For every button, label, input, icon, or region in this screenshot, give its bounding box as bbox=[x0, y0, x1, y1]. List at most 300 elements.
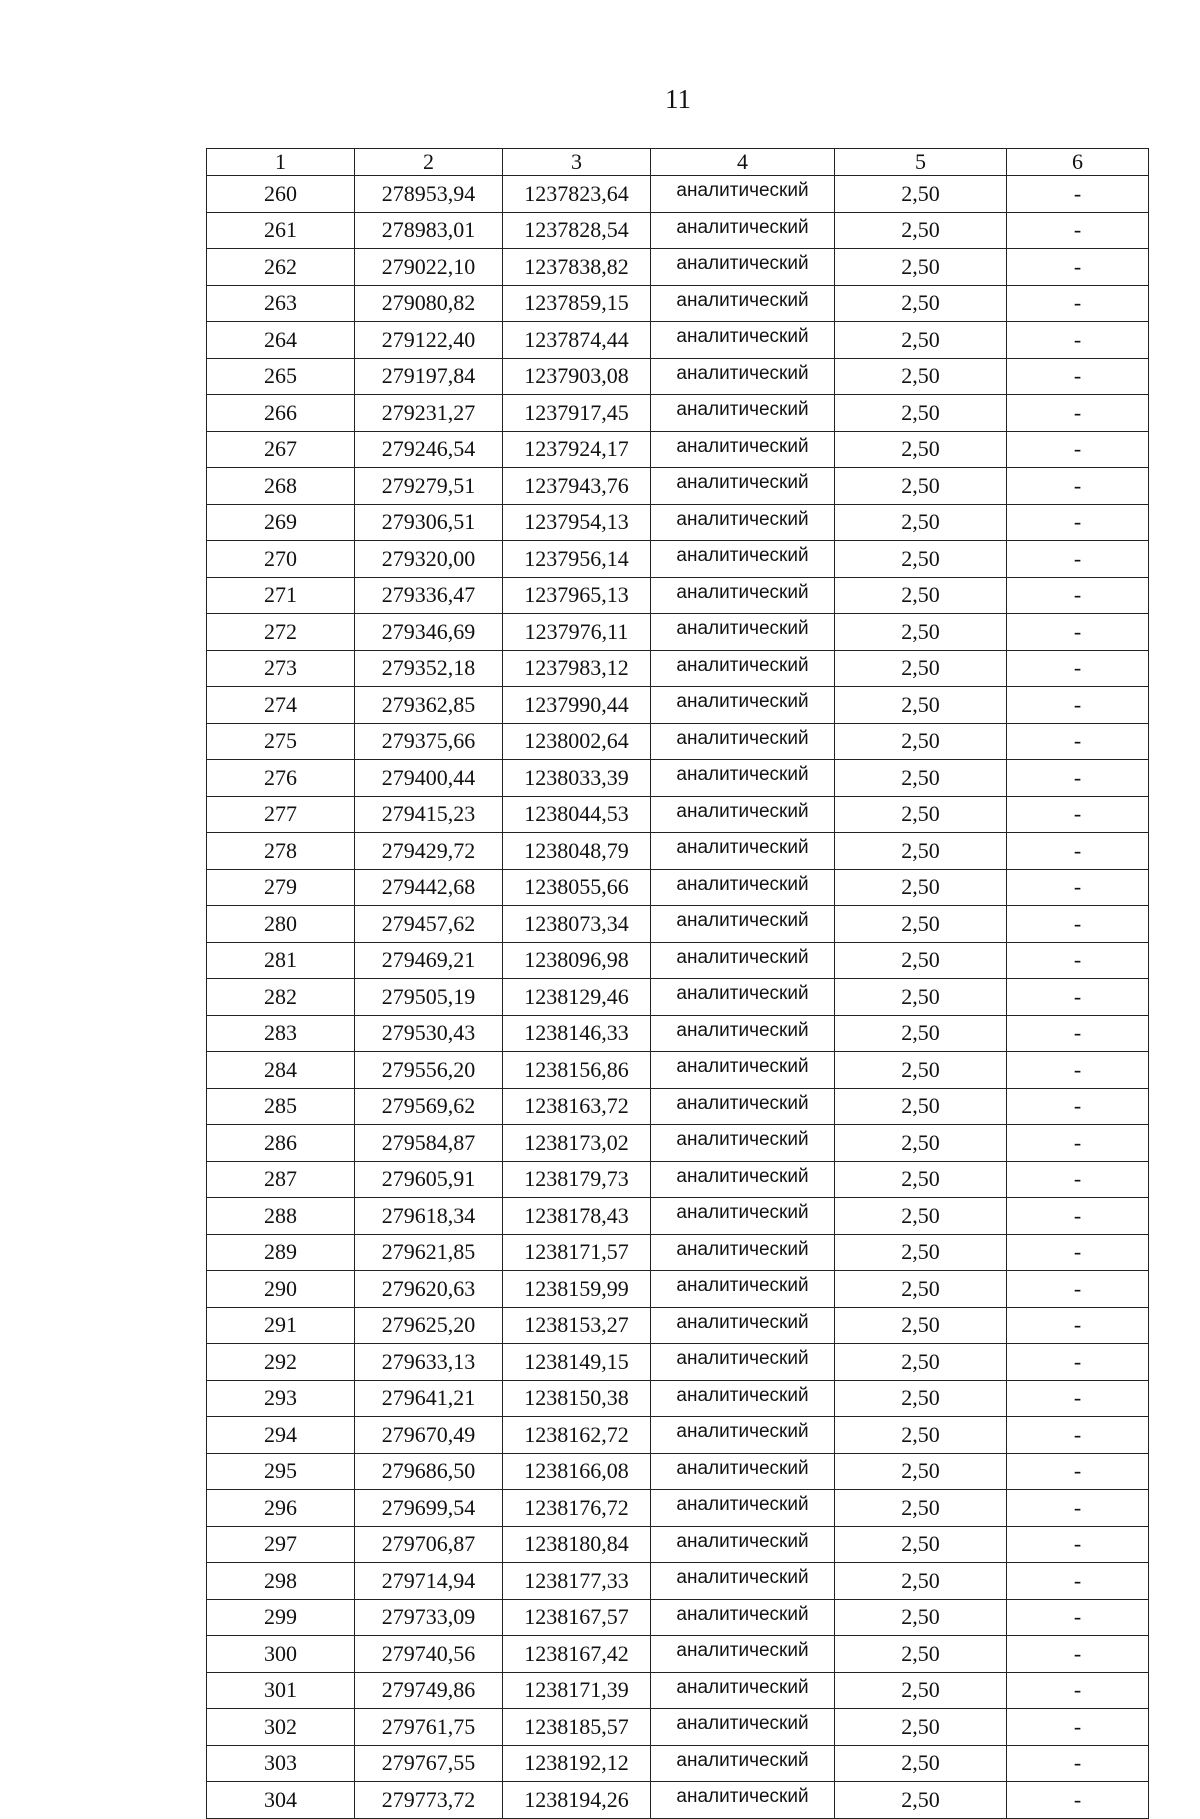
method-cell: аналитический bbox=[651, 212, 835, 249]
x-coordinate-cell: 279306,51 bbox=[355, 504, 503, 541]
column-header-4: 4 bbox=[651, 149, 835, 176]
x-coordinate-cell: 278953,94 bbox=[355, 176, 503, 213]
method-cell: аналитический bbox=[651, 1088, 835, 1125]
method-cell: аналитический bbox=[651, 833, 835, 870]
method-cell: аналитический bbox=[651, 723, 835, 760]
note-cell: - bbox=[1007, 942, 1149, 979]
table-row bbox=[207, 796, 1149, 833]
accuracy-cell: 2,50 bbox=[835, 431, 1007, 468]
point-number-cell: 280 bbox=[207, 906, 355, 943]
note-cell: - bbox=[1007, 723, 1149, 760]
point-number-cell: 299 bbox=[207, 1599, 355, 1636]
x-coordinate-cell: 279584,87 bbox=[355, 1125, 503, 1162]
accuracy-cell: 2,50 bbox=[835, 1672, 1007, 1709]
method-cell: аналитический bbox=[651, 1125, 835, 1162]
x-coordinate-cell: 278983,01 bbox=[355, 212, 503, 249]
table-row bbox=[207, 1526, 1149, 1563]
note-cell: - bbox=[1007, 979, 1149, 1016]
note-cell: - bbox=[1007, 687, 1149, 724]
y-coordinate-cell: 1237917,45 bbox=[503, 395, 651, 432]
note-cell: - bbox=[1007, 322, 1149, 359]
note-cell: - bbox=[1007, 1088, 1149, 1125]
note-cell: - bbox=[1007, 760, 1149, 797]
table-row bbox=[207, 1234, 1149, 1271]
accuracy-cell: 2,50 bbox=[835, 1745, 1007, 1782]
point-number-cell: 263 bbox=[207, 285, 355, 322]
note-cell: - bbox=[1007, 285, 1149, 322]
method-cell: аналитический bbox=[651, 249, 835, 286]
point-number-cell: 298 bbox=[207, 1563, 355, 1600]
note-cell: - bbox=[1007, 358, 1149, 395]
method-cell: аналитический bbox=[651, 1161, 835, 1198]
y-coordinate-cell: 1238055,66 bbox=[503, 869, 651, 906]
method-cell: аналитический bbox=[651, 1490, 835, 1527]
y-coordinate-cell: 1238129,46 bbox=[503, 979, 651, 1016]
method-cell: аналитический bbox=[651, 468, 835, 505]
y-coordinate-cell: 1238162,72 bbox=[503, 1417, 651, 1454]
note-cell: - bbox=[1007, 468, 1149, 505]
table-row bbox=[207, 1563, 1149, 1600]
method-cell: аналитический bbox=[651, 614, 835, 651]
method-cell: аналитический bbox=[651, 869, 835, 906]
x-coordinate-cell: 279022,10 bbox=[355, 249, 503, 286]
y-coordinate-cell: 1238156,86 bbox=[503, 1052, 651, 1089]
point-number-cell: 288 bbox=[207, 1198, 355, 1235]
table-row bbox=[207, 541, 1149, 578]
note-cell: - bbox=[1007, 1636, 1149, 1673]
y-coordinate-cell: 1237924,17 bbox=[503, 431, 651, 468]
point-number-cell: 303 bbox=[207, 1745, 355, 1782]
y-coordinate-cell: 1238167,57 bbox=[503, 1599, 651, 1636]
note-cell: - bbox=[1007, 1344, 1149, 1381]
method-cell: аналитический bbox=[651, 1198, 835, 1235]
point-number-cell: 289 bbox=[207, 1234, 355, 1271]
point-number-cell: 291 bbox=[207, 1307, 355, 1344]
accuracy-cell: 2,50 bbox=[835, 1125, 1007, 1162]
table-row bbox=[207, 1052, 1149, 1089]
accuracy-cell: 2,50 bbox=[835, 1490, 1007, 1527]
table-row bbox=[207, 468, 1149, 505]
accuracy-cell: 2,50 bbox=[835, 285, 1007, 322]
method-cell: аналитический bbox=[651, 1417, 835, 1454]
x-coordinate-cell: 279761,75 bbox=[355, 1709, 503, 1746]
point-number-cell: 269 bbox=[207, 504, 355, 541]
y-coordinate-cell: 1237859,15 bbox=[503, 285, 651, 322]
method-cell: аналитический bbox=[651, 906, 835, 943]
note-cell: - bbox=[1007, 1563, 1149, 1600]
point-number-cell: 279 bbox=[207, 869, 355, 906]
x-coordinate-cell: 279442,68 bbox=[355, 869, 503, 906]
table-row bbox=[207, 431, 1149, 468]
x-coordinate-cell: 279641,21 bbox=[355, 1380, 503, 1417]
note-cell: - bbox=[1007, 249, 1149, 286]
note-cell: - bbox=[1007, 395, 1149, 432]
note-cell: - bbox=[1007, 1234, 1149, 1271]
table-row bbox=[207, 760, 1149, 797]
method-cell: аналитический bbox=[651, 650, 835, 687]
accuracy-cell: 2,50 bbox=[835, 1526, 1007, 1563]
point-number-cell: 274 bbox=[207, 687, 355, 724]
point-number-cell: 282 bbox=[207, 979, 355, 1016]
y-coordinate-cell: 1237976,11 bbox=[503, 614, 651, 651]
y-coordinate-cell: 1238073,34 bbox=[503, 906, 651, 943]
point-number-cell: 292 bbox=[207, 1344, 355, 1381]
table-row bbox=[207, 1417, 1149, 1454]
x-coordinate-cell: 279605,91 bbox=[355, 1161, 503, 1198]
note-cell: - bbox=[1007, 1161, 1149, 1198]
method-cell: аналитический bbox=[651, 1015, 835, 1052]
note-cell: - bbox=[1007, 869, 1149, 906]
accuracy-cell: 2,50 bbox=[835, 1234, 1007, 1271]
table-body bbox=[207, 176, 1149, 1819]
method-cell: аналитический bbox=[651, 1271, 835, 1308]
x-coordinate-cell: 279699,54 bbox=[355, 1490, 503, 1527]
x-coordinate-cell: 279620,63 bbox=[355, 1271, 503, 1308]
accuracy-cell: 2,50 bbox=[835, 1709, 1007, 1746]
point-number-cell: 275 bbox=[207, 723, 355, 760]
x-coordinate-cell: 279740,56 bbox=[355, 1636, 503, 1673]
note-cell: - bbox=[1007, 1526, 1149, 1563]
accuracy-cell: 2,50 bbox=[835, 979, 1007, 1016]
table-row bbox=[207, 1380, 1149, 1417]
x-coordinate-cell: 279569,62 bbox=[355, 1088, 503, 1125]
point-number-cell: 265 bbox=[207, 358, 355, 395]
y-coordinate-cell: 1237965,13 bbox=[503, 577, 651, 614]
x-coordinate-cell: 279231,27 bbox=[355, 395, 503, 432]
accuracy-cell: 2,50 bbox=[835, 176, 1007, 213]
x-coordinate-cell: 279767,55 bbox=[355, 1745, 503, 1782]
accuracy-cell: 2,50 bbox=[835, 833, 1007, 870]
note-cell: - bbox=[1007, 1453, 1149, 1490]
y-coordinate-cell: 1237956,14 bbox=[503, 541, 651, 578]
y-coordinate-cell: 1237838,82 bbox=[503, 249, 651, 286]
accuracy-cell: 2,50 bbox=[835, 760, 1007, 797]
column-header-2: 2 bbox=[355, 149, 503, 176]
y-coordinate-cell: 1238033,39 bbox=[503, 760, 651, 797]
method-cell: аналитический bbox=[651, 285, 835, 322]
note-cell: - bbox=[1007, 1599, 1149, 1636]
y-coordinate-cell: 1238166,08 bbox=[503, 1453, 651, 1490]
note-cell: - bbox=[1007, 1307, 1149, 1344]
coordinates-table bbox=[206, 148, 1149, 1819]
table-row bbox=[207, 249, 1149, 286]
y-coordinate-cell: 1237954,13 bbox=[503, 504, 651, 541]
y-coordinate-cell: 1238163,72 bbox=[503, 1088, 651, 1125]
x-coordinate-cell: 279429,72 bbox=[355, 833, 503, 870]
x-coordinate-cell: 279400,44 bbox=[355, 760, 503, 797]
y-coordinate-cell: 1237828,54 bbox=[503, 212, 651, 249]
y-coordinate-cell: 1238177,33 bbox=[503, 1563, 651, 1600]
x-coordinate-cell: 279625,20 bbox=[355, 1307, 503, 1344]
method-cell: аналитический bbox=[651, 796, 835, 833]
note-cell: - bbox=[1007, 1125, 1149, 1162]
method-cell: аналитический bbox=[651, 504, 835, 541]
method-cell: аналитический bbox=[651, 395, 835, 432]
accuracy-cell: 2,50 bbox=[835, 504, 1007, 541]
y-coordinate-cell: 1237943,76 bbox=[503, 468, 651, 505]
x-coordinate-cell: 279080,82 bbox=[355, 285, 503, 322]
note-cell: - bbox=[1007, 1490, 1149, 1527]
accuracy-cell: 2,50 bbox=[835, 1161, 1007, 1198]
point-number-cell: 271 bbox=[207, 577, 355, 614]
y-coordinate-cell: 1238149,15 bbox=[503, 1344, 651, 1381]
point-number-cell: 296 bbox=[207, 1490, 355, 1527]
y-coordinate-cell: 1238178,43 bbox=[503, 1198, 651, 1235]
note-cell: - bbox=[1007, 1745, 1149, 1782]
table-row bbox=[207, 504, 1149, 541]
x-coordinate-cell: 279197,84 bbox=[355, 358, 503, 395]
method-cell: аналитический bbox=[651, 942, 835, 979]
table-row bbox=[207, 1453, 1149, 1490]
accuracy-cell: 2,50 bbox=[835, 1782, 1007, 1819]
accuracy-cell: 2,50 bbox=[835, 942, 1007, 979]
table-row bbox=[207, 1745, 1149, 1782]
table-row bbox=[207, 942, 1149, 979]
y-coordinate-cell: 1237990,44 bbox=[503, 687, 651, 724]
table-row bbox=[207, 833, 1149, 870]
point-number-cell: 300 bbox=[207, 1636, 355, 1673]
y-coordinate-cell: 1237874,44 bbox=[503, 322, 651, 359]
accuracy-cell: 2,50 bbox=[835, 1198, 1007, 1235]
point-number-cell: 277 bbox=[207, 796, 355, 833]
note-cell: - bbox=[1007, 1052, 1149, 1089]
accuracy-cell: 2,50 bbox=[835, 1599, 1007, 1636]
accuracy-cell: 2,50 bbox=[835, 1344, 1007, 1381]
accuracy-cell: 2,50 bbox=[835, 1380, 1007, 1417]
accuracy-cell: 2,50 bbox=[835, 906, 1007, 943]
accuracy-cell: 2,50 bbox=[835, 723, 1007, 760]
accuracy-cell: 2,50 bbox=[835, 1453, 1007, 1490]
accuracy-cell: 2,50 bbox=[835, 1015, 1007, 1052]
y-coordinate-cell: 1238194,26 bbox=[503, 1782, 651, 1819]
method-cell: аналитический bbox=[651, 358, 835, 395]
x-coordinate-cell: 279633,13 bbox=[355, 1344, 503, 1381]
accuracy-cell: 2,50 bbox=[835, 1563, 1007, 1600]
table-row bbox=[207, 650, 1149, 687]
method-cell: аналитический bbox=[651, 1234, 835, 1271]
x-coordinate-cell: 279469,21 bbox=[355, 942, 503, 979]
point-number-cell: 301 bbox=[207, 1672, 355, 1709]
y-coordinate-cell: 1238180,84 bbox=[503, 1526, 651, 1563]
accuracy-cell: 2,50 bbox=[835, 249, 1007, 286]
method-cell: аналитический bbox=[651, 1380, 835, 1417]
point-number-cell: 276 bbox=[207, 760, 355, 797]
table-row bbox=[207, 869, 1149, 906]
x-coordinate-cell: 279706,87 bbox=[355, 1526, 503, 1563]
point-number-cell: 293 bbox=[207, 1380, 355, 1417]
x-coordinate-cell: 279415,23 bbox=[355, 796, 503, 833]
point-number-cell: 297 bbox=[207, 1526, 355, 1563]
x-coordinate-cell: 279714,94 bbox=[355, 1563, 503, 1600]
method-cell: аналитический bbox=[651, 687, 835, 724]
y-coordinate-cell: 1238171,39 bbox=[503, 1672, 651, 1709]
y-coordinate-cell: 1238159,99 bbox=[503, 1271, 651, 1308]
header-row bbox=[207, 149, 1149, 176]
table-row bbox=[207, 614, 1149, 651]
point-number-cell: 273 bbox=[207, 650, 355, 687]
method-cell: аналитический bbox=[651, 760, 835, 797]
accuracy-cell: 2,50 bbox=[835, 1417, 1007, 1454]
accuracy-cell: 2,50 bbox=[835, 322, 1007, 359]
point-number-cell: 284 bbox=[207, 1052, 355, 1089]
y-coordinate-cell: 1238173,02 bbox=[503, 1125, 651, 1162]
table-row bbox=[207, 358, 1149, 395]
x-coordinate-cell: 279122,40 bbox=[355, 322, 503, 359]
table-row bbox=[207, 723, 1149, 760]
y-coordinate-cell: 1237903,08 bbox=[503, 358, 651, 395]
y-coordinate-cell: 1238150,38 bbox=[503, 1380, 651, 1417]
table-row bbox=[207, 176, 1149, 213]
x-coordinate-cell: 279457,62 bbox=[355, 906, 503, 943]
table-row bbox=[207, 212, 1149, 249]
column-header-5: 5 bbox=[835, 149, 1007, 176]
method-cell: аналитический bbox=[651, 1672, 835, 1709]
point-number-cell: 285 bbox=[207, 1088, 355, 1125]
note-cell: - bbox=[1007, 796, 1149, 833]
table-row bbox=[207, 1271, 1149, 1308]
point-number-cell: 278 bbox=[207, 833, 355, 870]
note-cell: - bbox=[1007, 577, 1149, 614]
column-header-3: 3 bbox=[503, 149, 651, 176]
x-coordinate-cell: 279621,85 bbox=[355, 1234, 503, 1271]
table-row bbox=[207, 577, 1149, 614]
point-number-cell: 290 bbox=[207, 1271, 355, 1308]
y-coordinate-cell: 1238179,73 bbox=[503, 1161, 651, 1198]
x-coordinate-cell: 279618,34 bbox=[355, 1198, 503, 1235]
point-number-cell: 267 bbox=[207, 431, 355, 468]
x-coordinate-cell: 279670,49 bbox=[355, 1417, 503, 1454]
note-cell: - bbox=[1007, 833, 1149, 870]
table-row bbox=[207, 1015, 1149, 1052]
y-coordinate-cell: 1238096,98 bbox=[503, 942, 651, 979]
method-cell: аналитический bbox=[651, 431, 835, 468]
x-coordinate-cell: 279505,19 bbox=[355, 979, 503, 1016]
y-coordinate-cell: 1238153,27 bbox=[503, 1307, 651, 1344]
accuracy-cell: 2,50 bbox=[835, 358, 1007, 395]
note-cell: - bbox=[1007, 906, 1149, 943]
method-cell: аналитический bbox=[651, 979, 835, 1016]
note-cell: - bbox=[1007, 1015, 1149, 1052]
y-coordinate-cell: 1238176,72 bbox=[503, 1490, 651, 1527]
method-cell: аналитический bbox=[651, 577, 835, 614]
x-coordinate-cell: 279362,85 bbox=[355, 687, 503, 724]
accuracy-cell: 2,50 bbox=[835, 468, 1007, 505]
accuracy-cell: 2,50 bbox=[835, 687, 1007, 724]
point-number-cell: 261 bbox=[207, 212, 355, 249]
point-number-cell: 268 bbox=[207, 468, 355, 505]
point-number-cell: 283 bbox=[207, 1015, 355, 1052]
y-coordinate-cell: 1237823,64 bbox=[503, 176, 651, 213]
x-coordinate-cell: 279320,00 bbox=[355, 541, 503, 578]
accuracy-cell: 2,50 bbox=[835, 577, 1007, 614]
note-cell: - bbox=[1007, 1782, 1149, 1819]
table-row bbox=[207, 1088, 1149, 1125]
y-coordinate-cell: 1238167,42 bbox=[503, 1636, 651, 1673]
column-header-1: 1 bbox=[207, 149, 355, 176]
table-row bbox=[207, 1344, 1149, 1381]
method-cell: аналитический bbox=[651, 1526, 835, 1563]
table-row bbox=[207, 1161, 1149, 1198]
method-cell: аналитический bbox=[651, 1307, 835, 1344]
x-coordinate-cell: 279352,18 bbox=[355, 650, 503, 687]
note-cell: - bbox=[1007, 1672, 1149, 1709]
accuracy-cell: 2,50 bbox=[835, 1636, 1007, 1673]
point-number-cell: 266 bbox=[207, 395, 355, 432]
method-cell: аналитический bbox=[651, 176, 835, 213]
accuracy-cell: 2,50 bbox=[835, 614, 1007, 651]
point-number-cell: 260 bbox=[207, 176, 355, 213]
point-number-cell: 262 bbox=[207, 249, 355, 286]
method-cell: аналитический bbox=[651, 1745, 835, 1782]
accuracy-cell: 2,50 bbox=[835, 650, 1007, 687]
note-cell: - bbox=[1007, 1380, 1149, 1417]
accuracy-cell: 2,50 bbox=[835, 1307, 1007, 1344]
accuracy-cell: 2,50 bbox=[835, 212, 1007, 249]
method-cell: аналитический bbox=[651, 1599, 835, 1636]
y-coordinate-cell: 1237983,12 bbox=[503, 650, 651, 687]
note-cell: - bbox=[1007, 614, 1149, 651]
x-coordinate-cell: 279530,43 bbox=[355, 1015, 503, 1052]
x-coordinate-cell: 279733,09 bbox=[355, 1599, 503, 1636]
point-number-cell: 272 bbox=[207, 614, 355, 651]
table-row bbox=[207, 1490, 1149, 1527]
method-cell: аналитический bbox=[651, 1453, 835, 1490]
y-coordinate-cell: 1238146,33 bbox=[503, 1015, 651, 1052]
accuracy-cell: 2,50 bbox=[835, 541, 1007, 578]
x-coordinate-cell: 279749,86 bbox=[355, 1672, 503, 1709]
method-cell: аналитический bbox=[651, 1052, 835, 1089]
table-row bbox=[207, 322, 1149, 359]
accuracy-cell: 2,50 bbox=[835, 1052, 1007, 1089]
point-number-cell: 304 bbox=[207, 1782, 355, 1819]
note-cell: - bbox=[1007, 1709, 1149, 1746]
point-number-cell: 302 bbox=[207, 1709, 355, 1746]
table-row bbox=[207, 395, 1149, 432]
x-coordinate-cell: 279279,51 bbox=[355, 468, 503, 505]
point-number-cell: 270 bbox=[207, 541, 355, 578]
x-coordinate-cell: 279346,69 bbox=[355, 614, 503, 651]
note-cell: - bbox=[1007, 1198, 1149, 1235]
y-coordinate-cell: 1238185,57 bbox=[503, 1709, 651, 1746]
y-coordinate-cell: 1238171,57 bbox=[503, 1234, 651, 1271]
note-cell: - bbox=[1007, 1417, 1149, 1454]
point-number-cell: 295 bbox=[207, 1453, 355, 1490]
accuracy-cell: 2,50 bbox=[835, 796, 1007, 833]
table-row bbox=[207, 1636, 1149, 1673]
y-coordinate-cell: 1238044,53 bbox=[503, 796, 651, 833]
point-number-cell: 264 bbox=[207, 322, 355, 359]
column-header-6: 6 bbox=[1007, 149, 1149, 176]
x-coordinate-cell: 279773,72 bbox=[355, 1782, 503, 1819]
method-cell: аналитический bbox=[651, 541, 835, 578]
note-cell: - bbox=[1007, 1271, 1149, 1308]
y-coordinate-cell: 1238192,12 bbox=[503, 1745, 651, 1782]
method-cell: аналитический bbox=[651, 1563, 835, 1600]
point-number-cell: 294 bbox=[207, 1417, 355, 1454]
table-row bbox=[207, 1672, 1149, 1709]
method-cell: аналитический bbox=[651, 1782, 835, 1819]
note-cell: - bbox=[1007, 431, 1149, 468]
method-cell: аналитический bbox=[651, 322, 835, 359]
accuracy-cell: 2,50 bbox=[835, 1271, 1007, 1308]
table-row bbox=[207, 687, 1149, 724]
table-row bbox=[207, 1599, 1149, 1636]
table-row bbox=[207, 906, 1149, 943]
point-number-cell: 281 bbox=[207, 942, 355, 979]
note-cell: - bbox=[1007, 212, 1149, 249]
y-coordinate-cell: 1238002,64 bbox=[503, 723, 651, 760]
table-row bbox=[207, 1782, 1149, 1819]
